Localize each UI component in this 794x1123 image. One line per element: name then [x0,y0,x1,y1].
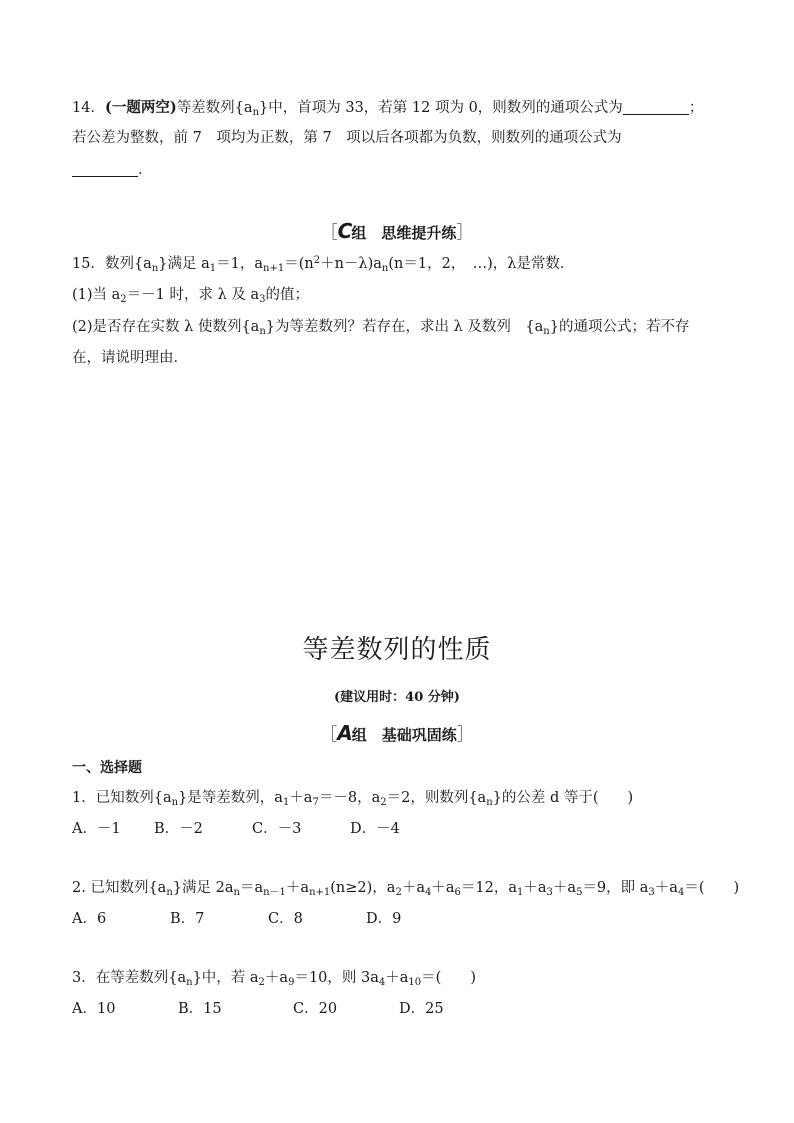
subscript: 2 [380,797,387,808]
q2-option-b[interactable]: B．7 [170,911,205,927]
q2-stem [72,878,739,898]
subscript: n [151,263,159,274]
q2-text: ＋a [431,880,455,896]
q14-text: ； [688,100,704,116]
subscript: n [381,263,389,274]
q3-options [72,999,444,1019]
q14-line1 [72,98,703,118]
q1-stem [72,788,633,808]
q2-text: }满足 2a [172,880,234,896]
q2-text: ＋a [552,880,577,896]
q15-text: 15．数列{a [72,256,152,272]
subscript: 5 [576,887,583,898]
q2-text: ＋a [285,880,310,896]
subscript: 1 [282,797,290,808]
answer-blank-2[interactable] [72,162,138,177]
q1-text: }的公差 d 等于( ) [492,790,634,806]
q3-option-a[interactable]: A．10 [72,1001,116,1017]
subscript: 3 [259,294,266,305]
part-heading: 一、选择题 [72,760,142,776]
superscript: 2 [313,255,321,266]
q2-option-a[interactable]: A．6 [72,911,107,927]
q1-text: ＝－8，a [318,790,381,806]
q1-options [72,819,400,839]
q3-option-b[interactable]: B．15 [178,1001,222,1017]
q14-number: 14． [72,100,105,116]
q15-text: (1)当 a [72,287,121,303]
q2-text: ＝12，a [460,880,517,896]
q3-stem [72,968,476,988]
q15-text: (2)是否存在实数 λ 使数列{a [72,319,260,335]
q15-text: 的值； [265,287,310,303]
q15-line4 [72,348,188,368]
bracket-close: ］ [456,223,474,243]
subscript: 3 [546,887,553,898]
subscript: 6 [454,887,461,898]
q1-option-a[interactable]: A．－1 [72,821,121,837]
q15-text: 在，请说明理由． [72,350,188,366]
subscript: n [233,887,240,898]
q3-text: ＝10，则 3a [294,970,379,986]
group-letter: A [337,721,352,745]
answer-blank-1[interactable] [623,100,689,115]
group-c-header [0,220,794,244]
group-a-header [0,722,794,746]
q3-text: }中，若 a [192,970,259,986]
q15-text: }为等差数列？若存在，求出 λ 及数列 {a [265,319,544,335]
q2-text: ＝( ) [684,880,740,896]
q14-line3 [72,160,153,180]
bracket-close: ］ [456,725,474,745]
q1-option-d[interactable]: D．－4 [350,821,400,837]
subscript: 4 [378,977,386,988]
q3-text: 3．在等差数列{a [72,970,187,986]
q2-text: (n≥2)，a [330,880,396,896]
q1-text: 1．已知数列{a [72,790,172,806]
q15-text: (n＝1，2， …)，λ是常数． [388,256,575,272]
subscript: 2 [395,887,402,898]
q1-option-c[interactable]: C．－3 [252,821,302,837]
subscript: n [171,797,179,808]
q2-options [72,909,401,929]
subscript: n [166,887,173,898]
subscript: n [252,107,260,118]
q15-text: }满足 a [158,256,210,272]
q1-text: ＋a [289,790,313,806]
subscript: 4 [677,887,685,898]
q2-text: ＋a [654,880,678,896]
q15-line3 [72,317,689,337]
subscript: 10 [408,977,422,988]
q2-text: ＝a [239,880,264,896]
subscript: 4 [424,887,432,898]
q2-option-d[interactable]: D．9 [366,911,402,927]
q14-text: 等差数列{a [176,100,253,116]
q14-text: }中，首项为 33，若第 12 项为 0，则数列的通项公式为 [259,100,623,116]
q3-option-c[interactable]: C．20 [293,1001,338,1017]
subscript: 2 [258,977,265,988]
subscript: n [186,977,193,988]
subscript: n [259,326,266,337]
q15-text: }的通项公式；若不存 [549,319,690,335]
group-letter: C [337,219,352,243]
q15-line2 [72,285,309,305]
subscript: n+1 [309,887,331,898]
bracket-open: ［ [320,725,338,745]
q15-text: ＋n－λ)a [320,256,382,272]
q1-option-b[interactable]: B．－2 [154,821,203,837]
q15-text: ＝－1 时，求 λ 及 a [126,287,260,303]
subscript: 7 [312,797,319,808]
q15-line1 [72,254,574,274]
subscript: 2 [120,294,127,305]
q14-line2 [72,128,622,148]
q2-text: ＋a [401,880,425,896]
bracket-open: ［ [320,223,338,243]
q15-text: ＝(n [284,256,314,272]
subscript: n+1 [263,263,285,274]
subscript: 3 [648,887,655,898]
q3-text: ＝( ) [421,970,476,986]
section-title: 等差数列的性质 [302,635,492,665]
q1-text: }是等差数列，a [178,790,283,806]
subscript: 1 [209,263,217,274]
q2-text: ＋a [523,880,547,896]
q2-text: 2. 已知数列{a [72,880,167,896]
subscript: n [486,797,493,808]
q2-option-c[interactable]: C．8 [268,911,303,927]
section-subtitle: (建议用时：40 分钟) [334,690,460,705]
q3-text: ＋a [264,970,289,986]
q14-text: 若公差为整数，前 7 项均为正数，第 7 项以后各项都为负数，则数列的通项公式为 [72,130,622,146]
subscript: 9 [288,977,295,988]
q1-text: ＝2，则数列{a [386,790,487,806]
q3-text: ＋a [385,970,409,986]
group-label: 组 思维提升练 [351,224,457,242]
q14-text: ． [138,162,153,178]
q3-option-d[interactable]: D．25 [399,1001,444,1017]
subscript: 1 [517,887,524,898]
q2-text: ＝9，即 a [582,880,649,896]
q15-text: ＝1，a [216,256,264,272]
subscript: n－1 [263,887,286,898]
group-label: 组 基础巩固练 [351,726,457,744]
subscript: n [543,326,550,337]
q14-tag: (一题两空) [104,99,177,116]
